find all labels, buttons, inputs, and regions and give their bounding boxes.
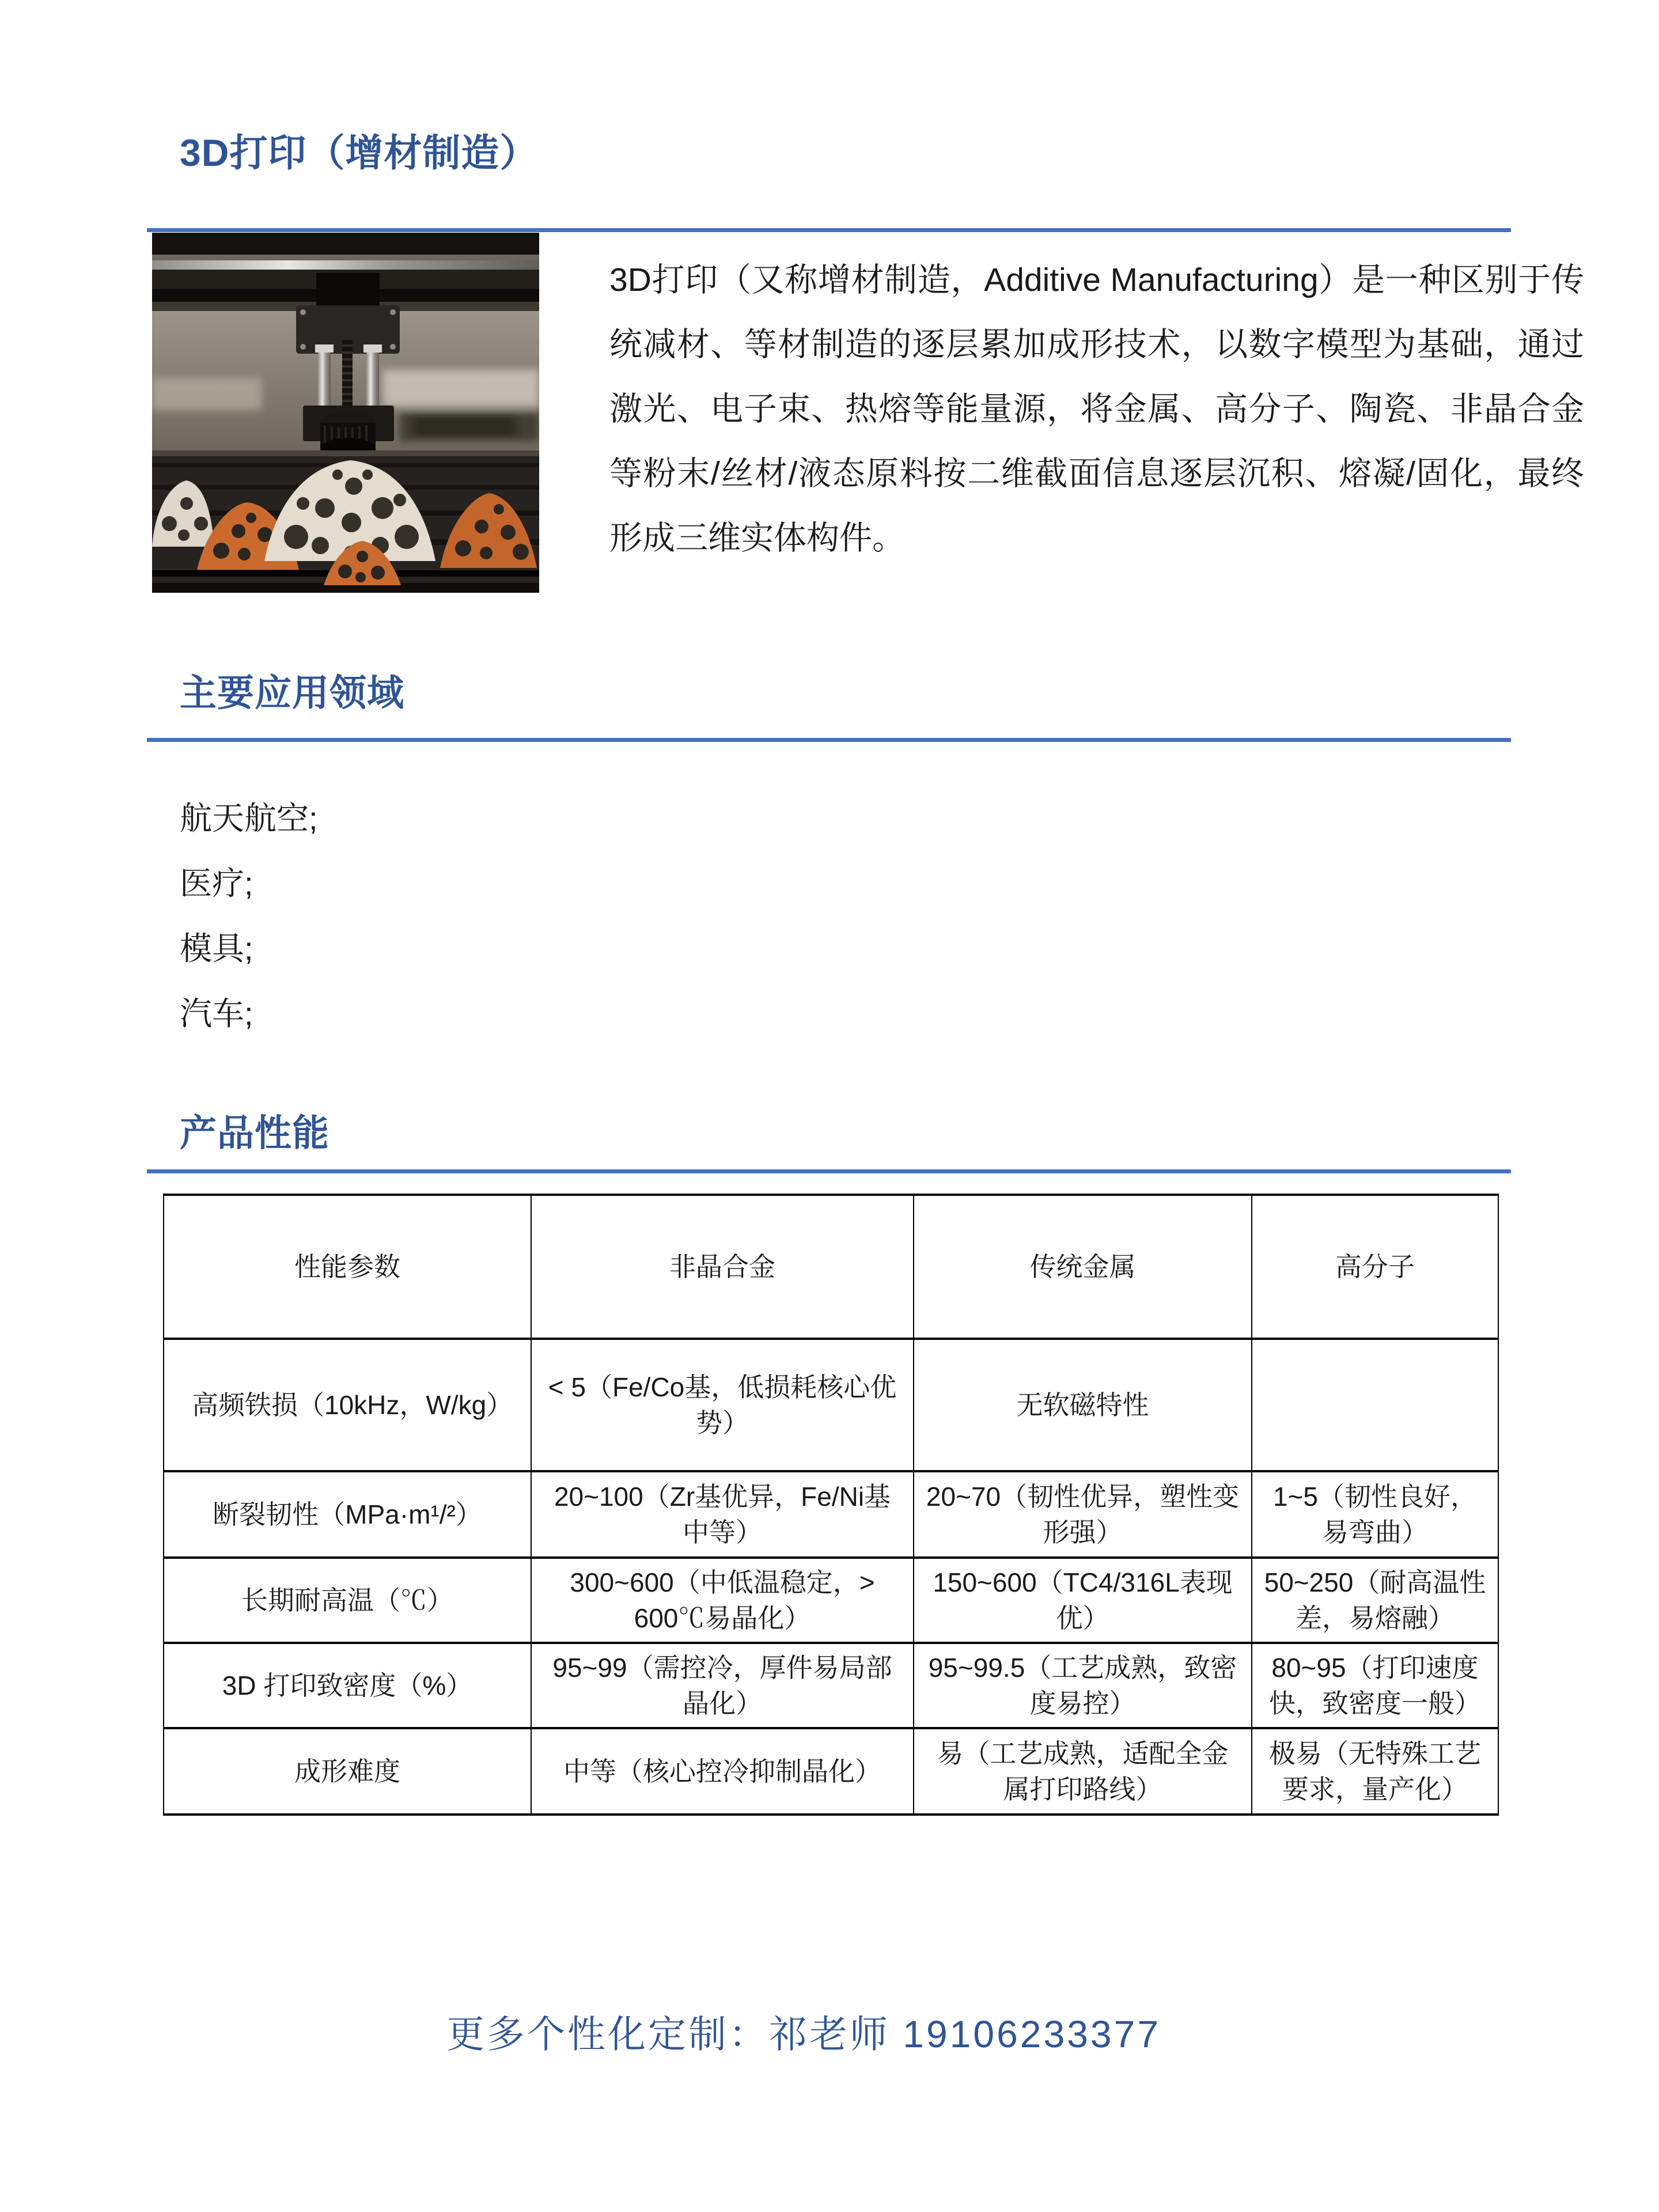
list-item: 医疗; xyxy=(180,865,253,902)
table-cell: 1~5（韧性良好，易弯曲） xyxy=(1252,1471,1498,1558)
page-title: 3D打印（增材制造） xyxy=(180,131,539,174)
table-cell: 长期耐高温（℃） xyxy=(164,1558,531,1643)
performance-divider xyxy=(147,1169,1511,1173)
table-cell: 成形难度 xyxy=(164,1728,531,1815)
table-cell: 300~600（中低温稳定，> 600℃易晶化） xyxy=(531,1558,914,1643)
table-cell: 95~99.5（工艺成熟，致密度易控） xyxy=(914,1643,1252,1728)
contact-footer: 更多个性化定制：祁老师 19106233377 xyxy=(446,2013,1161,2055)
table-cell: 易（工艺成熟，适配全金属打印路线） xyxy=(914,1728,1252,1815)
table-header-row xyxy=(164,1195,1498,1339)
table-cell: 150~600（TC4/316L表现优） xyxy=(914,1558,1252,1643)
table-cell: 极易（无特殊工艺要求，量产化） xyxy=(1252,1728,1498,1815)
table-cell: 20~100（Zr基优异，Fe/Ni基中等） xyxy=(531,1471,914,1558)
performance-table xyxy=(163,1194,1499,1816)
column-header: 非晶合金 xyxy=(531,1195,914,1339)
table-cell: 高频铁损（10kHz，W/kg） xyxy=(164,1339,531,1471)
table-cell: 3D 打印致密度（%） xyxy=(164,1643,531,1728)
applications-list xyxy=(180,783,318,1044)
table-row xyxy=(164,1643,1498,1728)
column-header: 高分子 xyxy=(1252,1195,1498,1339)
table-row xyxy=(164,1558,1498,1643)
printer-photo-illustration xyxy=(152,233,539,593)
list-item: 航天航空; xyxy=(180,800,318,836)
intro-paragraph: 3D打印（又称增材制造，Additive Manufacturing）是一种区别于传统减材、等材制造的逐层累加成形技术，以数字模型为基础，通过激光、电子束、热熔等能量源，将金属、高分子、陶瓷、非晶合金等粉末/丝材/液态原料按二维截面信息逐层沉积、熔凝/固化，最终形成三维实体构件。 xyxy=(609,262,1584,556)
applications-divider xyxy=(147,738,1511,742)
table-row xyxy=(164,1471,1498,1558)
table-cell: 20~70（韧性优异，塑性变形强） xyxy=(914,1471,1252,1558)
table-cell: 95~99（需控冷，厚件易局部晶化） xyxy=(531,1643,914,1728)
column-header: 传统金属 xyxy=(914,1195,1252,1339)
list-item: 汽车; xyxy=(180,995,253,1032)
section-heading-performance: 产品性能 xyxy=(180,1112,329,1154)
printer-photo xyxy=(152,233,539,593)
table-cell: 断裂韧性（MPa·m¹/²） xyxy=(164,1471,531,1558)
table-cell: 80~95（打印速度快，致密度一般） xyxy=(1252,1643,1498,1728)
table-cell: 中等（核心控冷抑制晶化） xyxy=(531,1728,914,1815)
table-row xyxy=(164,1339,1498,1471)
table-cell: 50~250（耐高温性差，易熔融） xyxy=(1252,1558,1498,1643)
table-cell: 无软磁特性 xyxy=(914,1339,1252,1471)
table-cell xyxy=(1252,1339,1498,1471)
title-divider xyxy=(147,228,1511,232)
table-cell: < 5（Fe/Co基，低损耗核心优势） xyxy=(531,1339,914,1471)
table-row xyxy=(164,1728,1498,1815)
column-header: 性能参数 xyxy=(164,1195,531,1339)
section-heading-applications: 主要应用领域 xyxy=(180,672,404,714)
list-item: 模具; xyxy=(180,930,253,967)
